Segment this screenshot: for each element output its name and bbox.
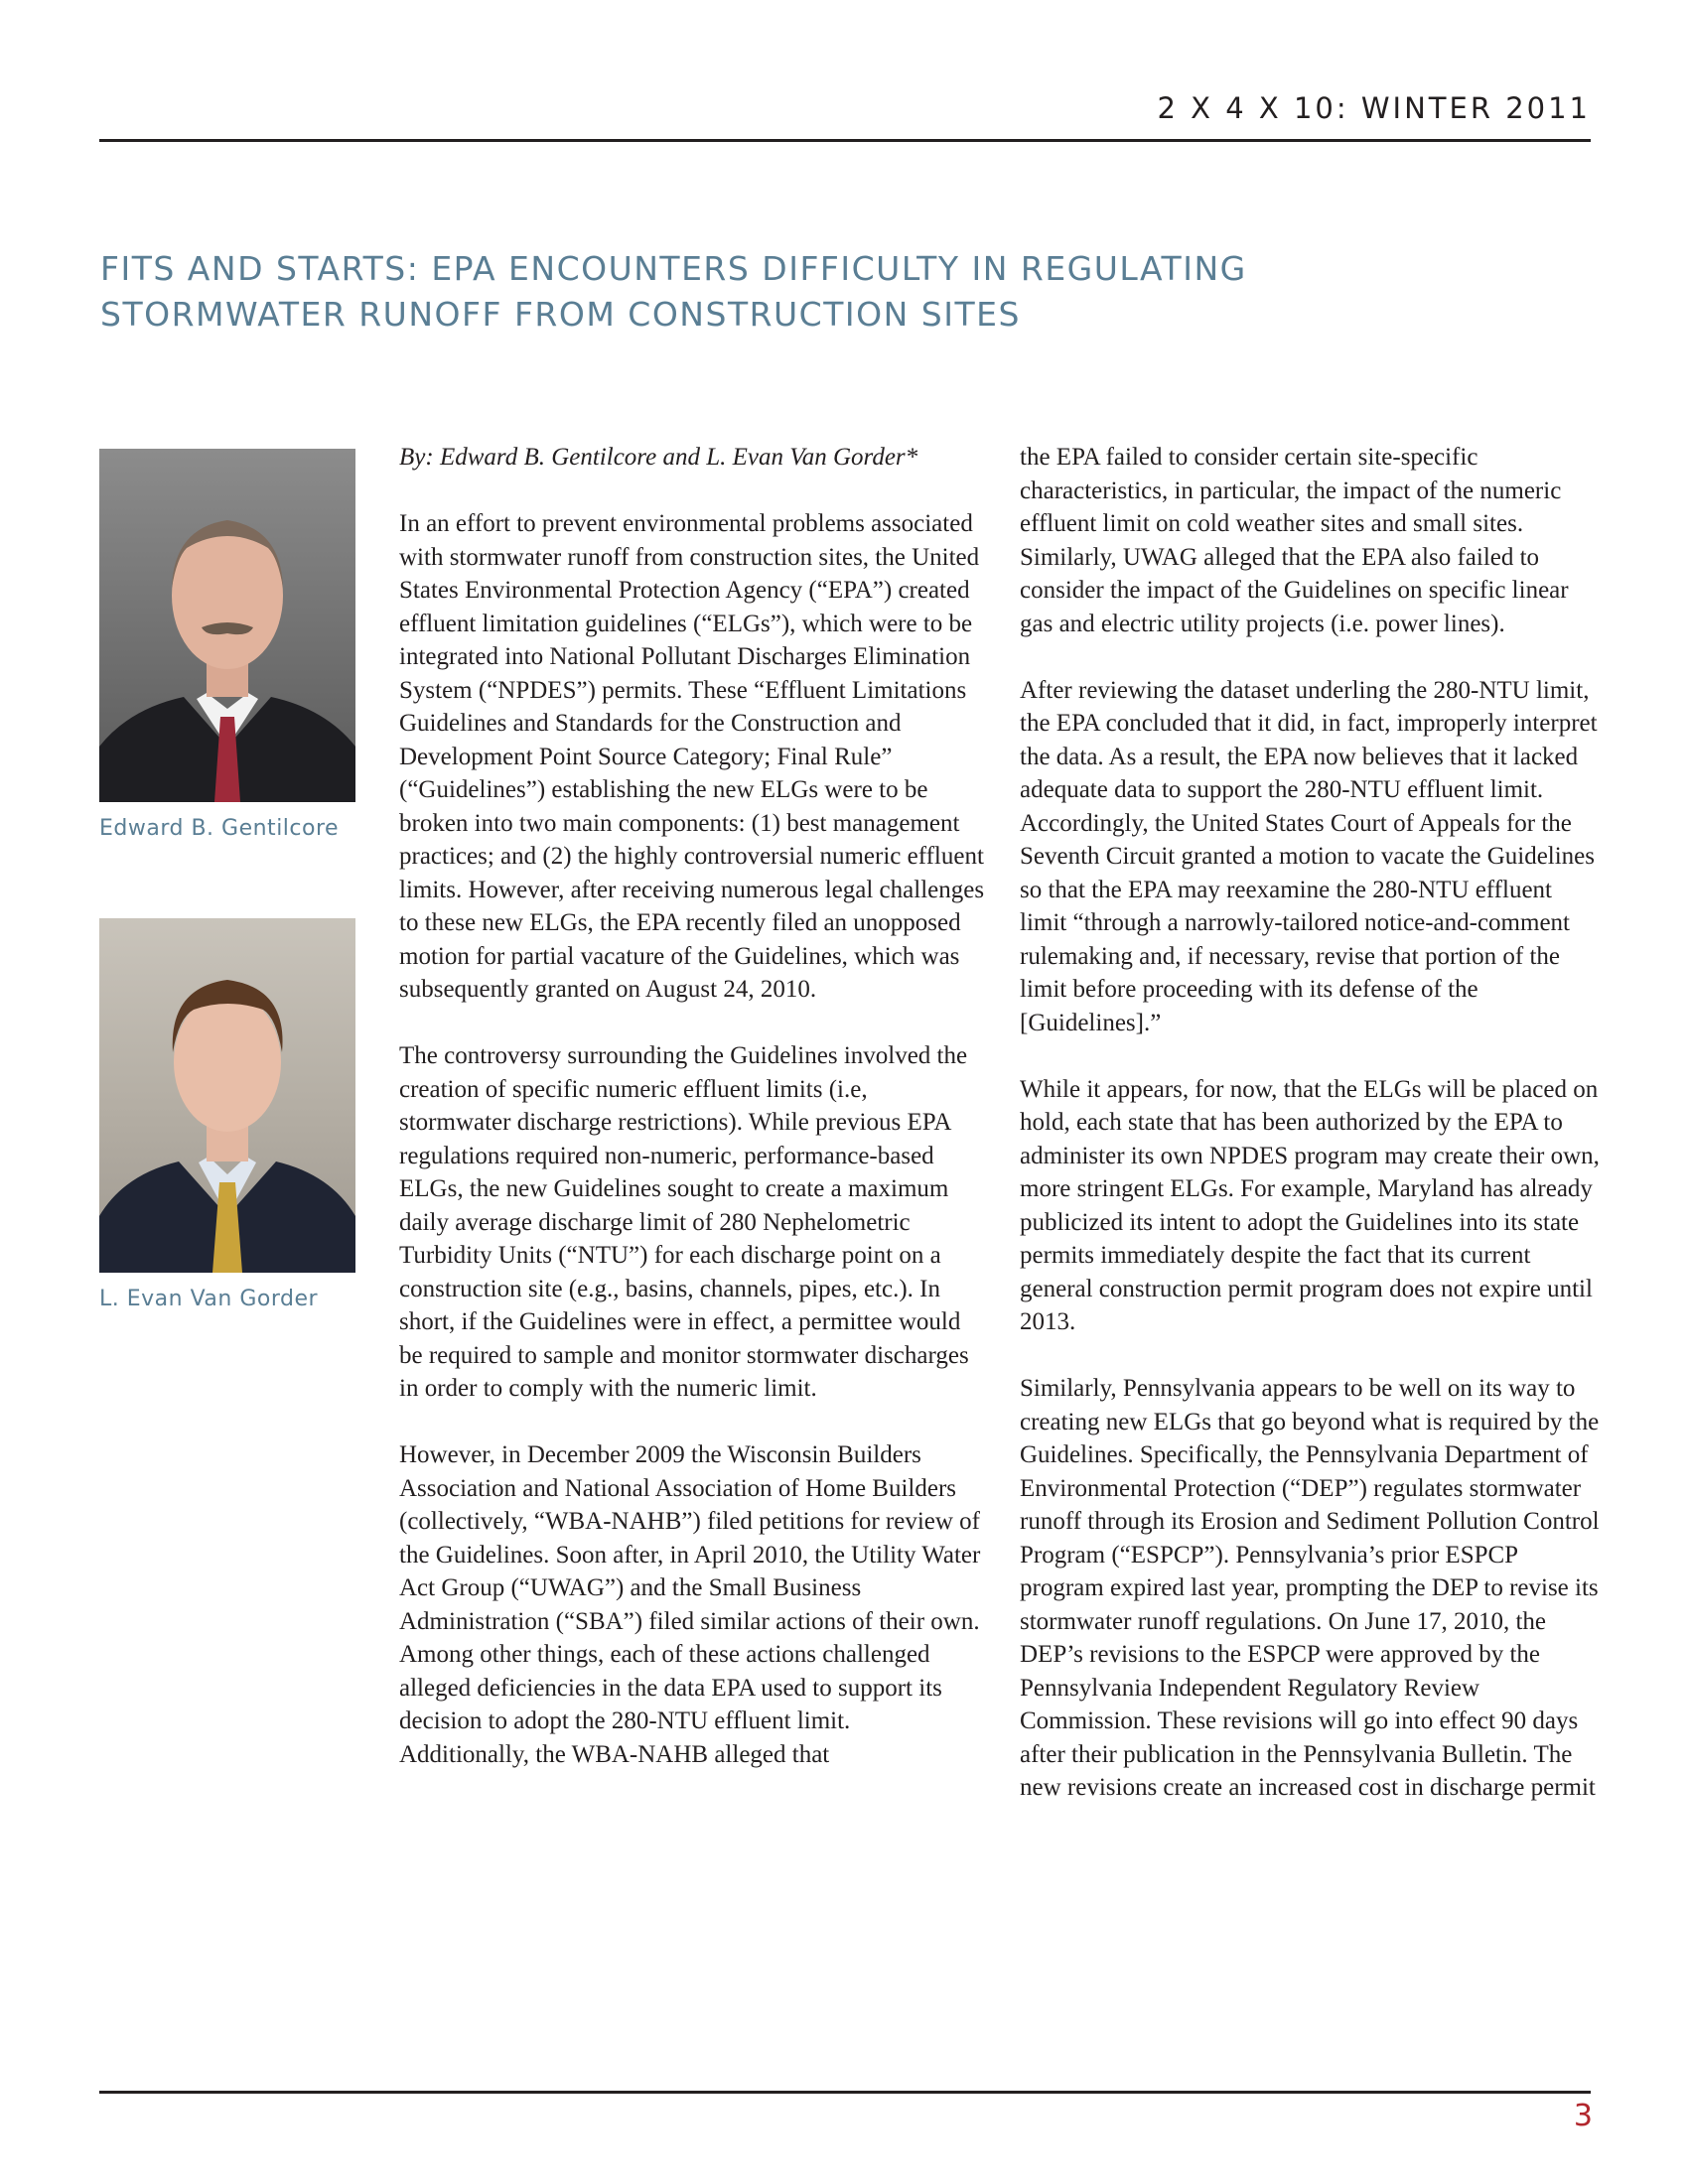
- running-header: 2 X 4 X 10: WINTER 2011: [1157, 91, 1591, 125]
- author-photo-gentilcore: [99, 449, 355, 802]
- author-caption: Edward B. Gentilcore: [99, 816, 340, 841]
- article-column-left: [399, 441, 985, 1805]
- article-column-right: [1020, 441, 1601, 1838]
- author-photo-van-gorder: [99, 918, 355, 1273]
- footer-rule: [99, 2091, 1591, 2094]
- byline: By: Edward B. Gentilcore and L. Evan Van Gorder*: [399, 444, 918, 471]
- paragraph: While it appears, for now, that the ELGs will be placed on hold, each state that has been authorized by the EPA to administer its own NPDES program may create their own, more stringent ELGs. For example, Maryland has already publicized its intent to adopt the Guidelines into its state permits immediately despite the fact that its current general construction permit program does not expire until 2013.: [1020, 1075, 1600, 1335]
- page-number: 3: [1573, 2099, 1593, 2133]
- paragraph: In an effort to prevent environmental problems associated with stormwater runoff from construction sites, the United States Environmental Protection Agency (“EPA”) created effluent limitation guidelines (“ELGs”), which were to be integrated into National Pollutant Discharges Elimination System (“NPDES”) permits. These “Effluent Limitations Guidelines and Standards for the Construction and Development Point Source Category; Final Rule” (“Guidelines”) establishing the new ELGs were to be broken into two main components: (1) best management practices; and (2) the highly controversial numeric effluent limits. However, after receiving numerous legal challenges to these new ELGs, the EPA recently filed an unopposed motion for partial vacature of the Guidelines, which was subsequently granted on August 24, 2010.: [399, 510, 985, 1003]
- paragraph: However, in December 2009 the Wisconsin Builders Association and National Association of Home Builders (collectively, “WBA-NAHB”) filed petitions for review of the Guidelines. Soon after, in April 2010, the Utility Water Act Group (“UWAG”) and the Small Business Administration (“SBA”) filed similar actions of their own. Among other things, each of these actions challenged alleged deficiencies in the data EPA used to support its decision to adopt the 280-NTU effluent limit. Additionally, the WBA-NAHB alleged that: [399, 1441, 981, 1768]
- paragraph: Similarly, Pennsylvania appears to be well on its way to creating new ELGs that go beyond what is required by the Guidelines. Specifically, the Pennsylvania Department of Environmental Protection (“DEP”) regulates stormwater runoff through its Erosion and Sediment Pollution Control Program (“ESPCP”). Pennsylvania’s prior ESPCP program expired last year, prompting the DEP to revise its stormwater runoff regulations. On June 17, 2010, the DEP’s revisions to the ESPCP were approved by the Pennsylvania Independent Regulatory Review Commission. These revisions will go into effect 90 days after their publication in the Pennsylvania Bulletin. The new revisions create an increased cost in discharge permit: [1020, 1375, 1600, 1801]
- article-title: FITS AND STARTS: EPA ENCOUNTERS DIFFICULTY IN REGULATING STORMWATER RUNOFF FROM CONSTRUCTION SITES: [100, 249, 1247, 334]
- paragraph: The controversy surrounding the Guidelines involved the creation of specific numeric effluent limits (i.e, stormwater discharge restrictions). While previous EPA regulations required non-numeric, performance-based ELGs, the new Guidelines sought to create a maximum daily average discharge limit of 280 Nephelometric Turbidity Units (“NTU”) for each discharge point on a construction site (e.g., basins, channels, pipes, etc.). In short, if the Guidelines were in effect, a permittee would be required to sample and monitor stormwater discharges in order to comply with the numeric limit.: [399, 1042, 969, 1402]
- paragraph: the EPA failed to consider certain site-specific characteristics, in particular, the impact of the numeric effluent limit on cold weather sites and small sites. Similarly, UWAG alleged that the EPA also failed to consider the impact of the Guidelines on specific linear gas and electric utility projects (i.e. power lines).: [1020, 444, 1569, 637]
- paragraph: After reviewing the dataset underling the 280-NTU limit, the EPA concluded that it did, in fact, improperly interpret the data. As a result, the EPA now believes that it lacked adequate data to support the 280-NTU effluent limit. Accordingly, the United States Court of Appeals for the Seventh Circuit granted a motion to vacate the Guidelines so that the EPA may reexamine the 280-NTU effluent limit “through a narrowly-tailored notice-and-comment rulemaking and, if necessary, revise that portion of the limit before proceeding with its defense of the [Guidelines].”: [1020, 676, 1598, 1036]
- header-rule: [99, 139, 1591, 142]
- author-caption: L. Evan Van Gorder: [99, 1287, 319, 1311]
